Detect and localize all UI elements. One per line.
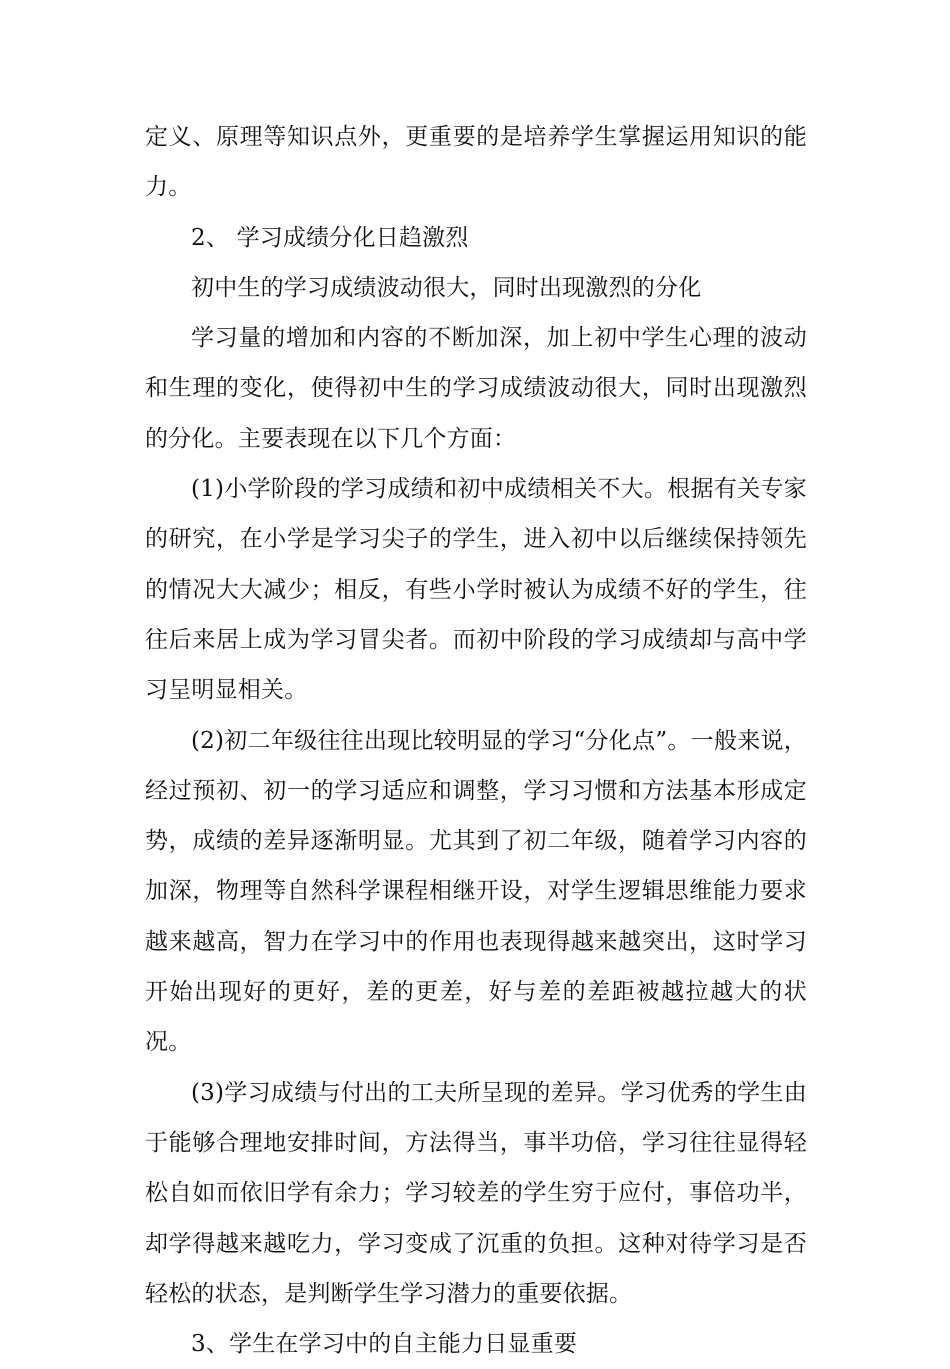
paragraph-point-1: (1)小学阶段的学习成绩和初中成绩相关不大。根据有关专家的研究，在小学是学习尖子的学生，进入初中以后继续保持领先的情况大大减少；相反，有些小学时被认为成绩不好的学生，往往后来居上成为学习冒尖者。而初中阶段的学习成绩却与高中学习呈明显相关。 bbox=[145, 476, 807, 704]
paragraph-point-2: (2)初二年级往往出现比较明显的学习“分化点”。一般来说，经过预初、初一的学习适应和调整，学习习惯和方法基本形成定势，成绩的差异逐渐明显。尤其到了初二年级，随着学习内容的加深，物理等自然科学课程相继开设，对学生逻辑思维能力要求越来越高，智力在学习中的作用也表现得越来越突出，这时学习开始出现好的更好，差的更差，好与差的差距被越拉越大的状况。 bbox=[145, 727, 807, 1056]
section-heading-2: 2、 学习成绩分化日趋激烈 bbox=[191, 224, 469, 251]
subheading: 初中生的学习成绩波动很大，同时出现激烈的分化 bbox=[191, 274, 702, 301]
document-body bbox=[145, 112, 807, 1369]
section-heading-3: 3、学生在学习中的自主能力日显重要 bbox=[191, 1331, 578, 1358]
paragraph-continuation: 定义、原理等知识点外，更重要的是培养学生掌握运用知识的能力。 bbox=[145, 124, 807, 201]
paragraph-intro: 学习量的增加和内容的不断加深，加上初中学生心理的波动和生理的变化，使得初中生的学习成绩波动很大，同时出现激烈的分化。主要表现在以下几个方面： bbox=[145, 325, 807, 452]
paragraph-point-3: (3)学习成绩与付出的工夫所呈现的差异。学习优秀的学生由于能够合理地安排时间，方法得当，事半功倍，学习往往显得轻松自如而依旧学有余力；学习较差的学生穷于应付，事倍功半，却学得越来越吃力，学习变成了沉重的负担。这种对待学习是否轻松的状态，是判断学生学习潜力的重要依据。 bbox=[145, 1079, 807, 1307]
